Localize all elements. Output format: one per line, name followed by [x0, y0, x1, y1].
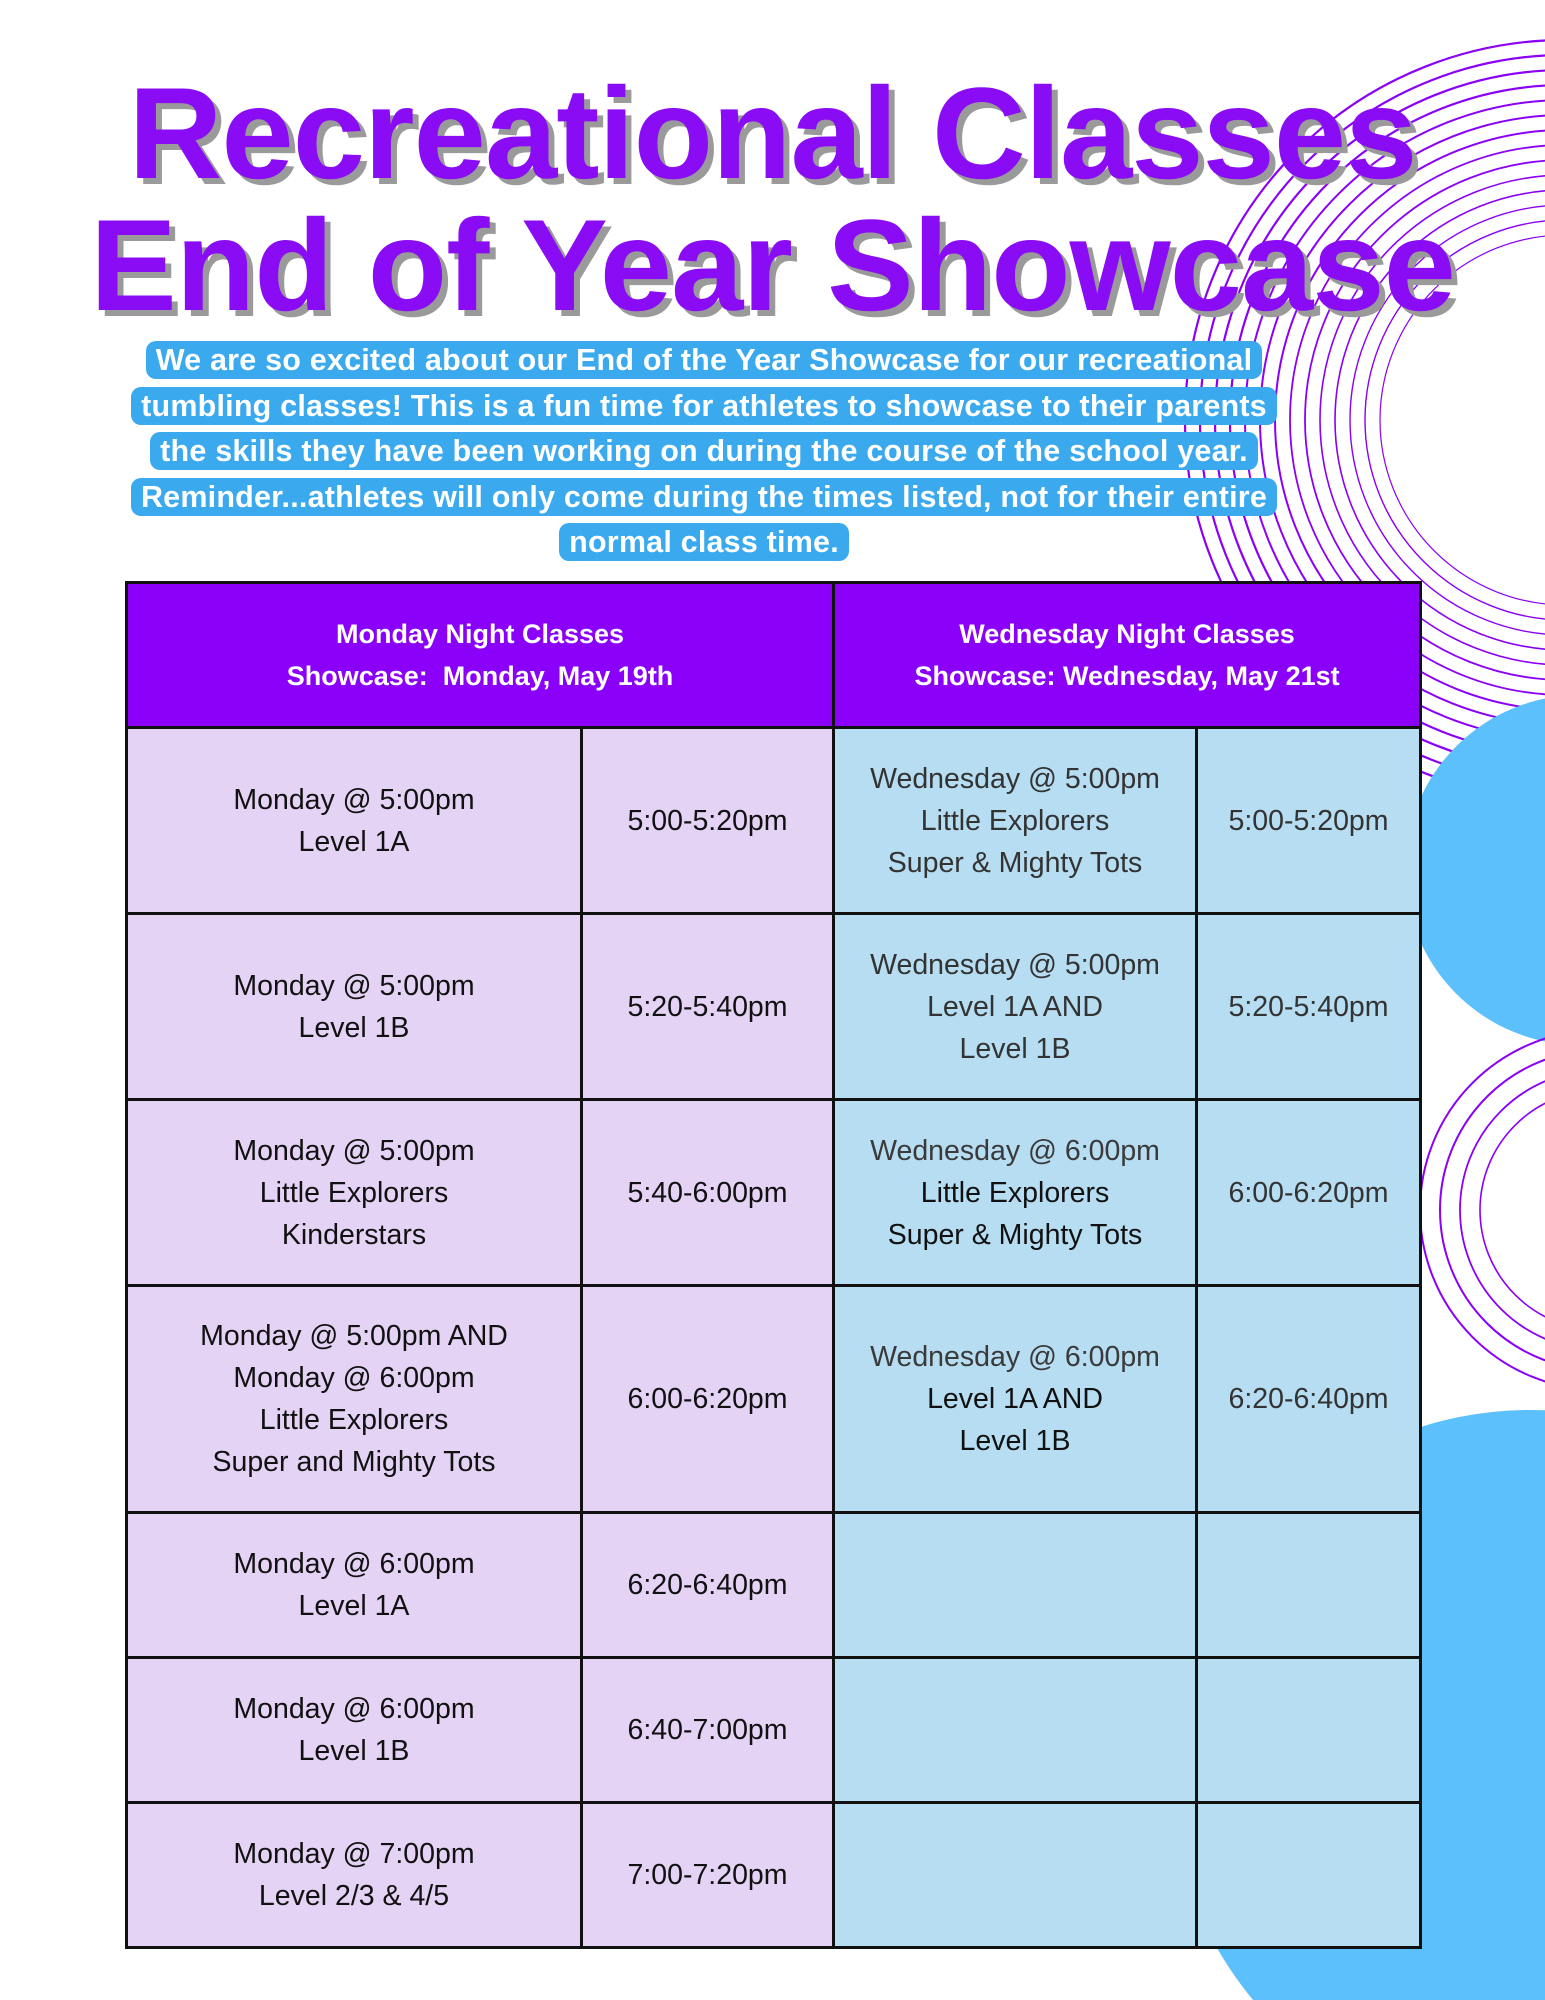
cell-line: Kinderstars [281, 1218, 427, 1251]
monday-time-cell: 5:20-5:40pm [582, 914, 834, 1100]
monday-time-cell: 6:20-6:40pm [582, 1513, 834, 1658]
cell-line: Little Explorers [259, 1176, 449, 1209]
cell-line: Monday @ 6:00pm [233, 1362, 475, 1394]
monday-class-cell [127, 1286, 582, 1513]
cell-line: Monday @ 6:00pm [233, 1548, 475, 1580]
cell-line: Level 1A AND [927, 990, 1103, 1023]
table-row [127, 1803, 1421, 1948]
page-title-line-2: End of Year Showcase [90, 192, 1455, 338]
cell-line: Level 1A AND [927, 1383, 1103, 1415]
cell-line: Monday @ 5:00pm [233, 1134, 475, 1167]
monday-class-cell [127, 1100, 582, 1286]
wednesday-header-date: Showcase: Wednesday, May 21st [914, 661, 1340, 691]
cell-line: Monday @ 6:00pm [233, 1693, 475, 1725]
cell-line: Super and Mighty Tots [212, 1446, 496, 1478]
monday-class-cell [127, 1658, 582, 1803]
cell-line: Wednesday @ 6:00pm [870, 1341, 1160, 1373]
cell-line: Wednesday @ 6:00pm [870, 1134, 1160, 1167]
wednesday-class-cell [834, 914, 1197, 1100]
monday-time-cell: 5:40-6:00pm [582, 1100, 834, 1286]
wednesday-time-cell: 5:20-5:40pm [1197, 914, 1421, 1100]
wednesday-time-cell: 5:00-5:20pm [1197, 728, 1421, 914]
cell-line: Level 1B [959, 1032, 1071, 1065]
cell-line: Monday @ 5:00pm [233, 969, 475, 1002]
cell-line: Monday @ 5:00pm AND [200, 1320, 508, 1352]
cell-line: Little Explorers [920, 804, 1110, 837]
cell-line: Level 1A [298, 1590, 410, 1622]
monday-header-title: Monday Night Classes [335, 619, 625, 649]
table-row [127, 1513, 1421, 1658]
table-row [127, 1658, 1421, 1803]
wednesday-class-cell [834, 1658, 1197, 1803]
cell-line: Wednesday @ 5:00pm [870, 948, 1160, 981]
cell-line: Level 1A [298, 825, 410, 858]
cell-line: Little Explorers [259, 1404, 449, 1436]
table-row [127, 728, 1421, 914]
monday-class-cell [127, 1803, 582, 1948]
page-title-line-1: Recreational Classes [128, 60, 1417, 206]
monday-time-cell: 6:40-7:00pm [582, 1658, 834, 1803]
wednesday-class-cell [834, 1286, 1197, 1513]
monday-class-cell [127, 914, 582, 1100]
wednesday-time-cell [1197, 1803, 1421, 1948]
table-row [127, 1100, 1421, 1286]
wednesday-time-cell: 6:20-6:40pm [1197, 1286, 1421, 1513]
cell-line: Level 1B [959, 1425, 1071, 1457]
cell-line: Super & Mighty Tots [887, 846, 1143, 879]
intro-paragraph [128, 338, 1280, 566]
cell-line: Wednesday @ 5:00pm [870, 762, 1160, 795]
cell-line: Little Explorers [920, 1176, 1110, 1209]
monday-header [127, 583, 834, 728]
cell-line: Super & Mighty Tots [887, 1218, 1143, 1251]
table-row [127, 1286, 1421, 1513]
monday-time-cell: 5:00-5:20pm [582, 728, 834, 914]
cell-line: Monday @ 5:00pm [233, 783, 475, 816]
concentric-rings-mid [1420, 1030, 1545, 1390]
wednesday-time-cell: 6:00-6:20pm [1197, 1100, 1421, 1286]
monday-class-cell [127, 728, 582, 914]
cell-line: Monday @ 7:00pm [233, 1838, 475, 1870]
wednesday-class-cell [834, 1803, 1197, 1948]
showcase-schedule-table [125, 581, 1422, 1949]
monday-header-date: Showcase: Monday, May 19th [286, 661, 674, 691]
wednesday-header-title: Wednesday Night Classes [959, 619, 1295, 649]
table-row [127, 914, 1421, 1100]
wednesday-header [834, 583, 1421, 728]
wednesday-time-cell [1197, 1513, 1421, 1658]
intro-text: We are so excited about our End of the Year Showcase for our recreational tumbling classes! This is a fun time for athletes to showcase to their parents the skills they have been working on during the course of the school year. Reminder...athletes will only come during the times listed, not for their entire normal class time. [131, 341, 1277, 561]
monday-class-cell [127, 1513, 582, 1658]
wednesday-class-cell [834, 728, 1197, 914]
monday-time-cell: 6:00-6:20pm [582, 1286, 834, 1513]
monday-time-cell: 7:00-7:20pm [582, 1803, 834, 1948]
wednesday-class-cell [834, 1513, 1197, 1658]
blue-circle-mid [1405, 695, 1545, 1045]
wednesday-time-cell [1197, 1658, 1421, 1803]
cell-line: Level 1B [298, 1011, 410, 1044]
cell-line: Level 2/3 & 4/5 [258, 1880, 450, 1912]
cell-line: Level 1B [298, 1735, 410, 1767]
wednesday-class-cell [834, 1100, 1197, 1286]
